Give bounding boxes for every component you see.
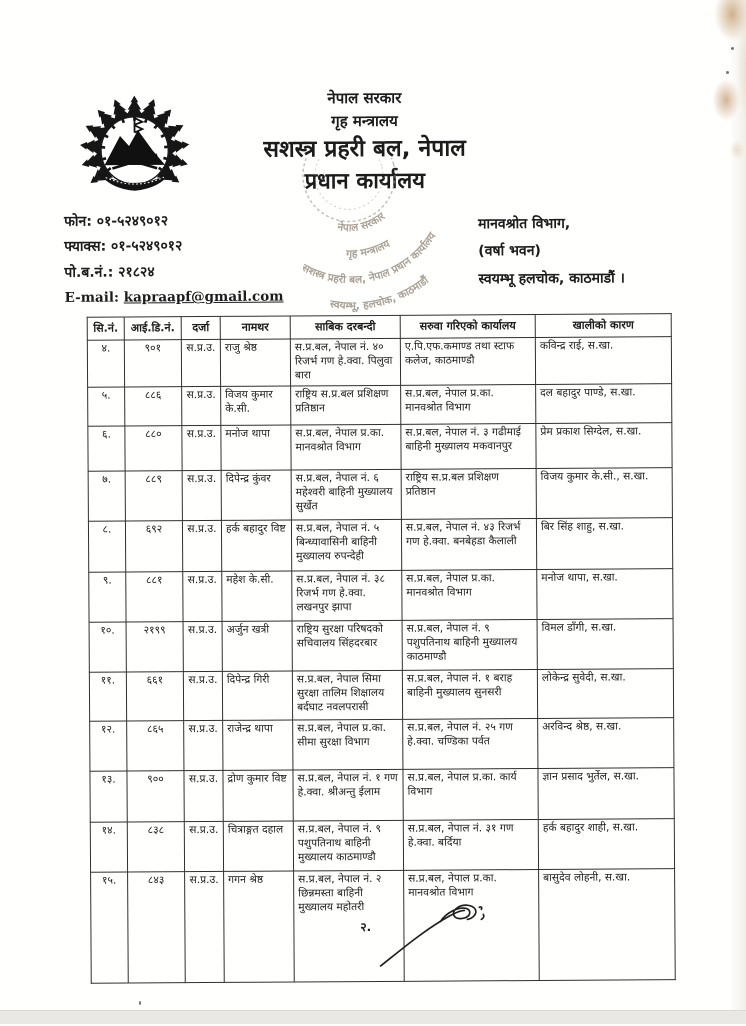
pobox-row [64, 259, 283, 286]
table-cell: हर्क बहादुर विष्ट [221, 520, 291, 571]
col-header-id-no: आई.डि.नं. [124, 317, 181, 340]
table-cell: ज्ञान प्रसाद भुर्तेल, स.खा. [538, 768, 674, 820]
stamp-line-3: सशस्त्र प्रहरी बल, नेपाल प्रधान कार्यालय [299, 230, 439, 287]
table-cell: अरविन्द श्रेष्ठ, स.खा. [538, 718, 674, 769]
table-cell: ५. [88, 387, 125, 426]
table-cell: कविन्द्र राई, स.खा. [535, 337, 671, 385]
table-cell: स.प्र.उ. [184, 770, 223, 821]
table-cell: १४. [90, 822, 127, 872]
table-cell: स.प्र.बल, नेपाल सिमा सुरक्षा तालिम शिक्षालय बर्दघाट नवलपरासी [292, 670, 402, 720]
col-header-name: नामथर [220, 316, 290, 339]
stamp-line-4: स्वयम्भू, हलचोक, काठमाडौं [328, 274, 432, 313]
table-cell: ८३८ [127, 822, 184, 872]
office-title: प्रधान कार्यालय [304, 168, 426, 195]
phone-row [64, 209, 283, 236]
table-cell: स.प्र.बल, नेपाल नं. २५ गण हे.क्वा. चण्डिका पर्वत [403, 718, 538, 769]
table-cell: चित्राङ्गत दहाल [223, 821, 293, 871]
table-cell: स.प्र.बल, नेपाल नं. १ गण हे.क्वा. श्रीअन्तु ईलाम [293, 769, 403, 821]
email-row [64, 285, 283, 311]
transfer-roster-table [87, 313, 676, 983]
table-cell: स.प्र.बल, नेपाल नं. १ बराह बाहिनी मुख्यालय सुनसरी [402, 669, 537, 719]
table-cell: स.प्र.बल, नेपाल प्र.का. मानवश्रोत विभाग [401, 384, 536, 424]
apf-nepal-emblem-logo [77, 94, 192, 207]
col-header-transferred-office: सरुवा गरिएको कार्यालय [400, 315, 535, 339]
table-cell: स.प्र.उ. [185, 871, 225, 982]
table-cell: ९. [89, 572, 126, 622]
table-cell: स.प्र.बल, नेपाल नं. ६ महेश्वरी बाहिनी मुख्यालय सुर्खेत [291, 469, 401, 520]
fax-row [64, 234, 283, 261]
table-row [90, 768, 674, 823]
table-cell: विजय कुमार के.सी. [221, 386, 291, 425]
table-cell: स.प्र.उ. [182, 470, 221, 520]
table-cell: स.प्र.उ. [184, 720, 223, 770]
table-cell: स.प्र.बल, नेपाल नं. ५ बिन्ध्यावासिनी बाहिनी मुख्यालय रुपन्देही [291, 519, 401, 571]
fax-number: ०१-५२४९०१२ [110, 238, 183, 256]
building-name: (वर्षा भवन) [478, 243, 541, 260]
table-cell: स.प्र.उ. [183, 621, 222, 671]
table-cell: ९०० [127, 771, 184, 822]
table-cell: ६. [88, 426, 125, 471]
ministry-line: गृह मन्त्रालय [331, 111, 398, 131]
table-cell: राजेन्द्र थापा [223, 720, 293, 770]
table-cell: स.प्र.उ. [183, 671, 222, 720]
table-cell: स.प्र.बल, नेपाल नं. ३ गढीमाई बाहिनी मुख्यालय मकवानपुर [401, 423, 536, 469]
pobox-number: २१८२४ [118, 264, 155, 281]
table-cell: ८८६ [125, 387, 182, 426]
table-cell: विजय कुमार के.सी., स.खा. [536, 468, 672, 519]
table-cell: स.प्र.बल, नेपाल नं. ९ पशुपतिनाथ बाहिनी मुख्यालय काठमाण्डौ [402, 619, 537, 670]
table-cell: २१९९ [126, 622, 183, 672]
table-cell: ९०१ [124, 340, 181, 387]
address-block [478, 210, 625, 293]
scan-speck [726, 71, 729, 74]
table-cell: ८८९ [125, 471, 182, 521]
table-row [88, 468, 672, 522]
handwritten-signature [376, 899, 496, 970]
table-cell: स.प्र.बल, नेपाल नं. ३१ गण हे.क्वा. बर्दिया [403, 819, 538, 870]
table-cell: स.प्र.उ. [181, 339, 220, 386]
table-cell: स.प्र.बल, नेपाल प्र.का. मानवश्रोत विभाग [404, 869, 540, 981]
svg-text:नेपाल सरकार [333, 208, 390, 239]
table-cell: ८६५ [127, 721, 184, 771]
table-cell: १०. [89, 622, 126, 672]
table-cell: स.प्र.उ. [184, 821, 223, 871]
email-address: kapraapf@gmail.com [123, 288, 284, 306]
table-row [87, 337, 671, 387]
table-cell: गगन श्रेष्ठ [224, 871, 295, 982]
table-cell: अर्जुन खत्री [222, 621, 292, 671]
table-cell: १२. [90, 721, 127, 771]
table-cell: स.प्र.उ. [182, 386, 221, 425]
col-header-serial-no: सि.नं. [87, 317, 124, 340]
table-row [88, 423, 672, 472]
table-cell: महेश के.सी. [222, 571, 292, 621]
table-cell: मनोज थापा [221, 425, 291, 470]
scan-speck [139, 1001, 141, 1005]
department-name: मानवश्रोत विभाग, [478, 215, 571, 233]
phone-number: ०१-५२४९०१२ [96, 213, 169, 230]
table-cell: दल बहादुर पाण्डे, स.खा. [536, 384, 672, 424]
pobox-label: पो.ब.नं.: [64, 264, 114, 281]
table-cell: ११. [89, 672, 126, 721]
email-label: E-mail: [64, 289, 120, 307]
table-cell: स.प्र.बल, नेपाल नं. ३८ रिजर्भ गण हे.क्वा. लखनपुर झापा [292, 570, 402, 621]
table-cell: स.प्र.बल, नेपाल नं. २ छिन्नमस्ता बाहिनी मुख्यालय महोतरी [294, 870, 405, 982]
table-cell: मनोज थापा, स.खा. [537, 569, 673, 620]
table-cell: बासुदेव लोहनी, स.खा. [539, 869, 676, 981]
table-cell: स.प्र.उ. [182, 425, 221, 470]
table-cell: बिर सिंह शाहु, स.खा. [536, 518, 672, 570]
table-row [89, 669, 673, 722]
table-cell: ८४३ [128, 872, 186, 983]
table-cell: ४. [87, 340, 124, 387]
col-header-rank: दर्जा [181, 316, 220, 339]
table-row [89, 569, 673, 623]
page-number: २. [360, 920, 372, 935]
table-cell: ७. [88, 471, 125, 521]
table-cell: १३. [90, 771, 127, 822]
col-header-vacancy-reason: खालीको कारण [535, 314, 671, 338]
table-cell: स.प्र.बल, नेपाल प्र.का. मानवश्रोत विभाग [402, 569, 537, 620]
table-cell: दिपेन्द्र कुंवर [221, 470, 291, 520]
table-cell: स.प्र.बल, नेपाल प्र.का. मानवश्रोत विभाग [291, 424, 401, 470]
svg-text:गृह मन्त्रालय [342, 237, 394, 264]
table-cell: ८८१ [126, 572, 183, 622]
table-row [88, 384, 672, 427]
contact-block [64, 209, 284, 311]
table-cell: ६९२ [125, 521, 182, 572]
table-cell: दिपेन्द्र गिरी [222, 671, 292, 720]
stamp-line-2: गृह मन्त्रालय [346, 237, 393, 261]
table-cell: राजु श्रेष्ठ [220, 339, 290, 386]
organization-title: सशस्त्र प्रहरी बल, नेपाल [263, 135, 466, 163]
table-cell: लोकेन्द्र सुवेदी, स.खा. [537, 669, 673, 719]
table-cell: ८८० [125, 426, 182, 471]
table-row [90, 718, 674, 772]
table-cell: स.प्र.उ. [182, 520, 221, 571]
table-cell: राष्ट्रिय सुरक्षा परिषदको सचिवालय सिंहदरबार [292, 620, 402, 671]
phone-label: फोन: [64, 213, 92, 230]
scan-speck [731, 47, 734, 50]
table-cell: स.प्र.बल, नेपाल प्र.का. सीमा सुरक्षा विभाग [293, 719, 403, 770]
roster-body [87, 337, 675, 983]
table-cell: स.प्र.बल, नेपाल प्र.का. कार्य विभाग [403, 768, 538, 820]
stamp-line-1: नेपाल सरकार [336, 210, 388, 235]
table-cell: स.प्र.बल, नेपाल नं. ४३ रिजर्भ गण हे.क्वा. बनबेहडा कैलाली [401, 518, 536, 570]
table-cell: राष्ट्रिय स.प्र.बल प्रशिक्षण प्रतिष्ठान [291, 385, 401, 425]
table-cell: ६६१ [126, 672, 183, 721]
fax-label: फ्याक्स: [64, 239, 107, 256]
table-cell: राष्ट्रिय स.प्र.बल प्रशिक्षण प्रतिष्ठान [401, 468, 536, 519]
table-cell: स.प्र.बल, नेपाल नं. ९ पशुपतिनाथ बाहिनी मुख्यालय काठमाण्डौ [293, 820, 403, 871]
table-row [90, 819, 674, 873]
col-header-previous-posting: साबिक दरबन्दी [290, 315, 400, 339]
table-row [88, 518, 672, 573]
table-cell: प्रेम प्रकाश सिग्देल, स.खा. [536, 423, 672, 469]
table-cell: स.प्र.बल, नेपाल नं. ४० रिजर्भ गण हे.क्वा. पिलुवा बारा [290, 338, 400, 386]
location-line: स्वयम्भू हलचोक, काठमाडौं । [478, 270, 625, 287]
table-cell: ए.पि.एफ.कमाण्ड तथा स्टाफ कलेज, काठमाण्डौ [400, 338, 535, 386]
table-cell: हर्क बहादुर शाही, स.खा. [538, 819, 674, 870]
table-cell: स.प्र.उ. [183, 571, 222, 621]
table-cell: विमल डाँगी, स.खा. [537, 619, 673, 670]
svg-text:सशस्त्र प्रहरी बल, नेपाल प्रधा [297, 228, 446, 301]
table-cell: १५. [91, 872, 129, 983]
table-cell: ८. [88, 521, 125, 572]
table-row [89, 619, 673, 673]
table-cell: द्रोण कुमार विष्ट [223, 770, 293, 821]
government-line: नेपाल सरकार [327, 88, 402, 108]
